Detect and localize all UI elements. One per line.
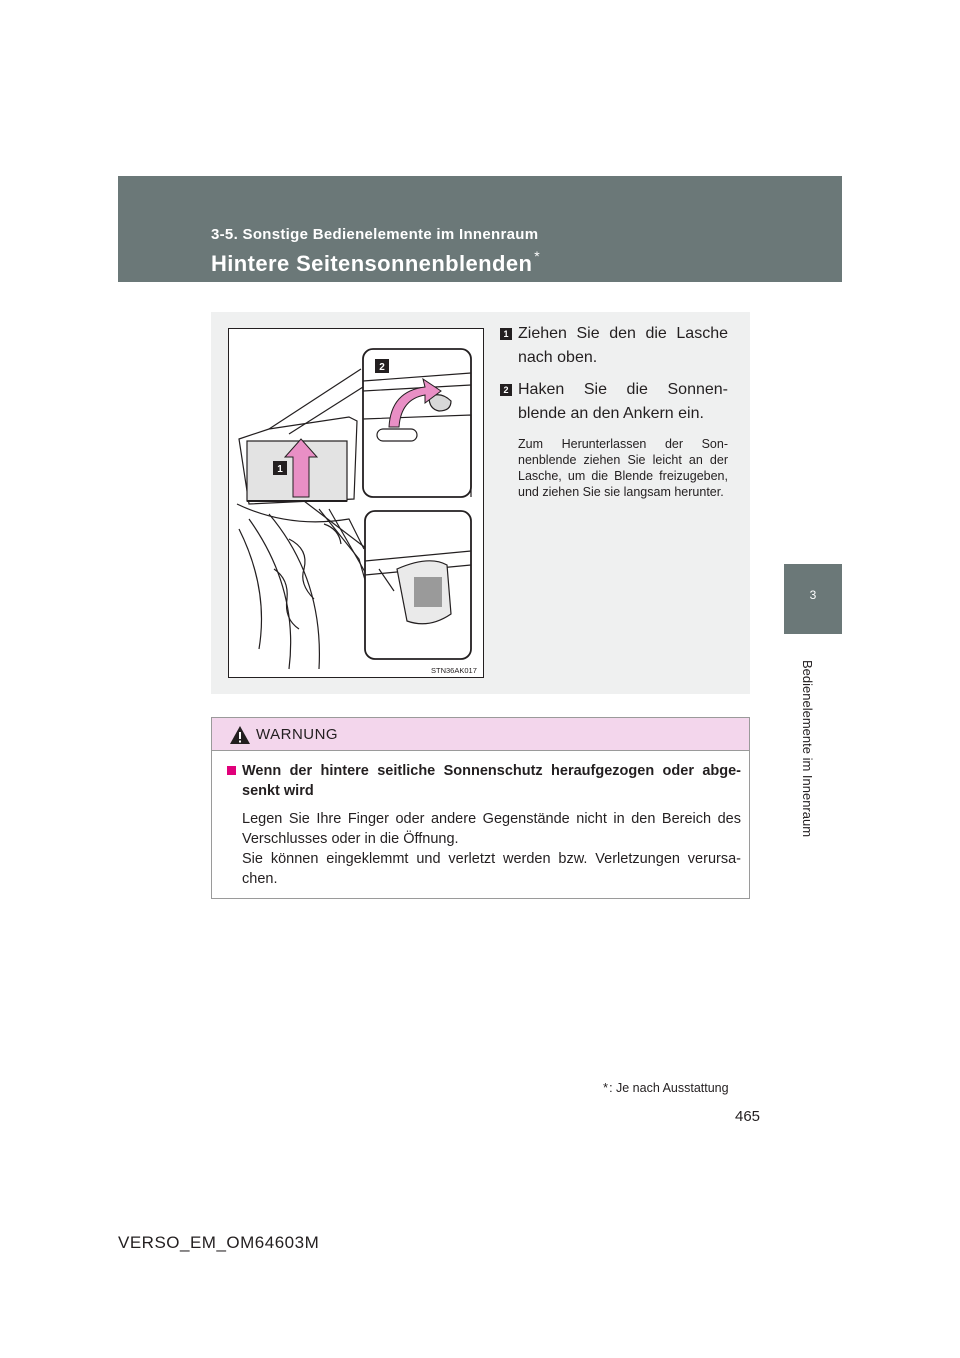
step-text: Ziehen Sie den die Lasche nach oben.: [518, 325, 728, 366]
warning-heading-text: Wenn der hintere seitliche Sonnenschutz heraufgezogen oder abge-senkt wird: [242, 763, 741, 799]
steps-list: [500, 322, 728, 500]
warning-header: [212, 718, 749, 751]
title-footnote-mark: *: [534, 248, 541, 264]
footnote-text: : Je nach Ausstattung: [609, 1081, 729, 1095]
warning-triangle-icon: [229, 725, 251, 745]
step-number-badge: 2: [500, 384, 512, 396]
warning-paragraph: Legen Sie Ihre Finger oder andere Gegenstände nicht in den Bereich des Verschlusses oder in die Öffnung.: [242, 811, 741, 847]
sunshade-drawing: [229, 329, 483, 677]
step-text: Haken Sie die Sonnen-blende an den Ankern ein.: [518, 381, 728, 422]
warning-box: [211, 717, 750, 899]
footnote: [603, 1080, 729, 1095]
chapter-number: 3: [809, 588, 817, 602]
warning-body: [212, 751, 749, 889]
step-note: Zum Herunterlassen der Son-nenblende ziehen Sie leicht an der Lasche, um die Blende freizugeben, und ziehen Sie sie langsam herunter.: [518, 437, 728, 499]
step-number-badge: 1: [500, 328, 512, 340]
warning-heading: [227, 761, 741, 801]
page-number: 465: [735, 1108, 761, 1125]
warning-title: WARNUNG: [256, 726, 339, 743]
step-item: [500, 322, 728, 370]
document-code: VERSO_EM_OM64603M: [118, 1233, 320, 1252]
sunshade-illustration: [228, 328, 484, 678]
callout-2-label: 2: [379, 362, 385, 373]
callout-1-label: 1: [277, 464, 283, 475]
chapter-title: Bedienelemente im Innenraum: [800, 660, 815, 838]
section-label: 3-5. Sonstige Bedienelemente im Innenraum: [211, 226, 539, 243]
page-title-text: Hintere Seitensonnenblenden: [211, 251, 533, 276]
warning-paragraph: Sie können eingeklemmt und verletzt werden bzw. Verletzungen verursa-chen.: [242, 851, 741, 887]
bullet-square-icon: [227, 766, 236, 775]
page-title: [211, 248, 540, 277]
chapter-title-vertical: [800, 660, 822, 840]
step-item: [500, 378, 728, 426]
footnote-mark: *: [603, 1080, 609, 1095]
figure-code: STN36AK017: [431, 666, 477, 675]
